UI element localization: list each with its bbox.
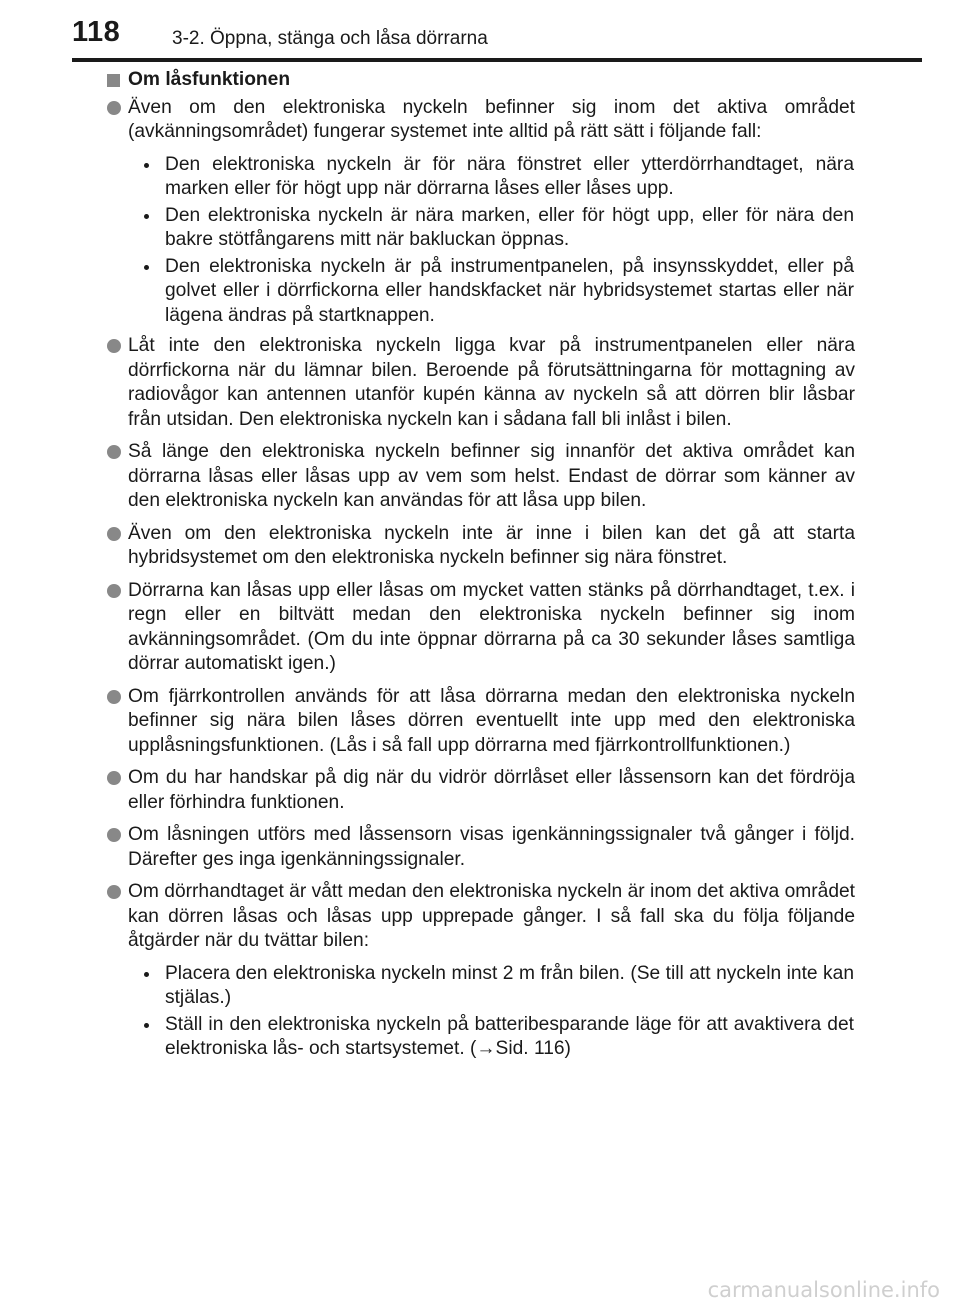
list-item: [138, 204, 854, 253]
square-bullet-icon: [107, 74, 120, 87]
bullet-list: [138, 962, 854, 1062]
page-header: [0, 0, 960, 60]
paragraph: [107, 579, 855, 677]
list-item-text: Den elektroniska nyckeln är nära marken, eller för högt upp, eller för nära den bakre stötfångarens mitt när bakluckan öppnas.: [165, 204, 854, 250]
watermark: carmanualsonline.info: [707, 1278, 940, 1302]
circle-bullet-icon: [107, 339, 121, 353]
paragraph: [107, 334, 855, 432]
bullet-dot-icon: [144, 972, 149, 977]
list-item-text: Den elektroniska nyckeln är på instrumentpanelen, på insynsskyddet, eller på golvet eller i dörrfickorna eller handskfacket när hybridsystemet startas eller när lägena ändras på startknappen.: [165, 255, 854, 326]
paragraph: [107, 96, 855, 145]
paragraph: [107, 522, 855, 571]
bullet-dot-icon: [144, 265, 149, 270]
circle-bullet-icon: [107, 584, 121, 598]
paragraph: [107, 440, 855, 514]
paragraph-text: Om fjärrkontrollen används för att låsa dörrarna medan den elektroniska nyckeln befinner sig nära bilen låses dörren eventuellt inte upp med den elektroniska upplåsningsfunktionen. (Lås i så fall upp dörrarna med fjärrkontrollfunktionen.): [128, 685, 855, 756]
circle-bullet-icon: [107, 885, 121, 899]
bullet-dot-icon: [144, 163, 149, 168]
paragraph-text: Dörrarna kan låsas upp eller låsas om mycket vatten stänks på dörrhandtaget, t.ex. i regn eller en biltvätt medan den elektroniska nyckeln befinner sig inom avkänningsområdet. (Om du inte öppnar dörrarna på ca 30 sekunder låses samtliga dörrar automatiskt igen.): [128, 579, 855, 674]
circle-bullet-icon: [107, 101, 121, 115]
bullet-dot-icon: [144, 1023, 149, 1028]
paragraph: [107, 685, 855, 759]
bullet-dot-icon: [144, 214, 149, 219]
circle-bullet-icon: [107, 527, 121, 541]
paragraph: [107, 766, 855, 815]
paragraph-text: Om du har handskar på dig när du vidrör dörrlåset eller låssensorn kan det fördröja eller förhindra funktionen.: [128, 767, 855, 813]
paragraph-text: Även om den elektroniska nyckeln inte är inne i bilen kan det gå att starta hybridsystemet om den elektroniska nyckeln befinner sig nära fönstret.: [128, 522, 855, 568]
paragraph: [107, 823, 855, 872]
list-item-text: Placera den elektroniska nyckeln minst 2 m från bilen. (Se till att nyckeln inte kan stjälas.): [165, 962, 854, 1008]
circle-bullet-icon: [107, 690, 121, 704]
section-title-text: Om låsfunktionen: [128, 69, 291, 90]
paragraph-text: Om låsningen utförs med låssensorn visas igenkänningssignaler två gånger i följd. Därefter ges inga igenkänningssignaler.: [128, 824, 855, 870]
header-rule: [72, 58, 922, 62]
list-item-text: Ställ in den elektroniska nyckeln på batteribesparande läge för att avaktivera det elektroniska lås- och startsystemet. (→Sid. 116): [165, 1013, 854, 1059]
page-number: 118: [72, 16, 121, 48]
list-item-text: Den elektroniska nyckeln är för nära fönstret eller ytterdörrhandtaget, nära marken eller för högt upp när dörrarna låses eller låses upp.: [165, 153, 854, 199]
circle-bullet-icon: [107, 445, 121, 459]
circle-bullet-icon: [107, 828, 121, 842]
paragraph-text: Även om den elektroniska nyckeln befinner sig inom det aktiva området (avkänningsområdet) fungerar systemet inte alltid på rätt sätt i följande fall:: [128, 96, 855, 142]
list-item: [138, 962, 854, 1011]
paragraph-text: Låt inte den elektroniska nyckeln ligga kvar på instrumentpanelen eller nära dörrfickorna när du lämnar bilen. Beroende på förutsättningarna för mottagning av radiovågor kan antennen utanför kupén känna av nyckeln så att dörren blir låsbar från utsidan. Den elektroniska nyckeln kan i sådana fall bli inlåst i bilen.: [128, 335, 855, 430]
paragraph: [107, 880, 855, 954]
list-item: [138, 1013, 854, 1062]
paragraph-text: Så länge den elektroniska nyckeln befinner sig innanför det aktiva området kan dörrarna låsas eller låsas upp av vem som helst. Endast de dörrar som känner av den elektroniska nyckeln kan användas för att låsa upp bilen.: [128, 441, 855, 511]
bullet-list: [138, 153, 854, 329]
paragraph-text: Om dörrhandtaget är vått medan den elektroniska nyckeln är inom det aktiva området kan dörren låsas och låsas upp upprepade gånger. I så fall ska du följa följande åtgärder när du tvättar bilen:: [128, 881, 855, 951]
page-content: [107, 68, 855, 1068]
section-heading: [107, 68, 855, 93]
circle-bullet-icon: [107, 771, 121, 785]
chapter-title: 3-2. Öppna, stänga och låsa dörrarna: [172, 28, 488, 49]
list-item: [138, 153, 854, 202]
list-item: [138, 255, 854, 329]
